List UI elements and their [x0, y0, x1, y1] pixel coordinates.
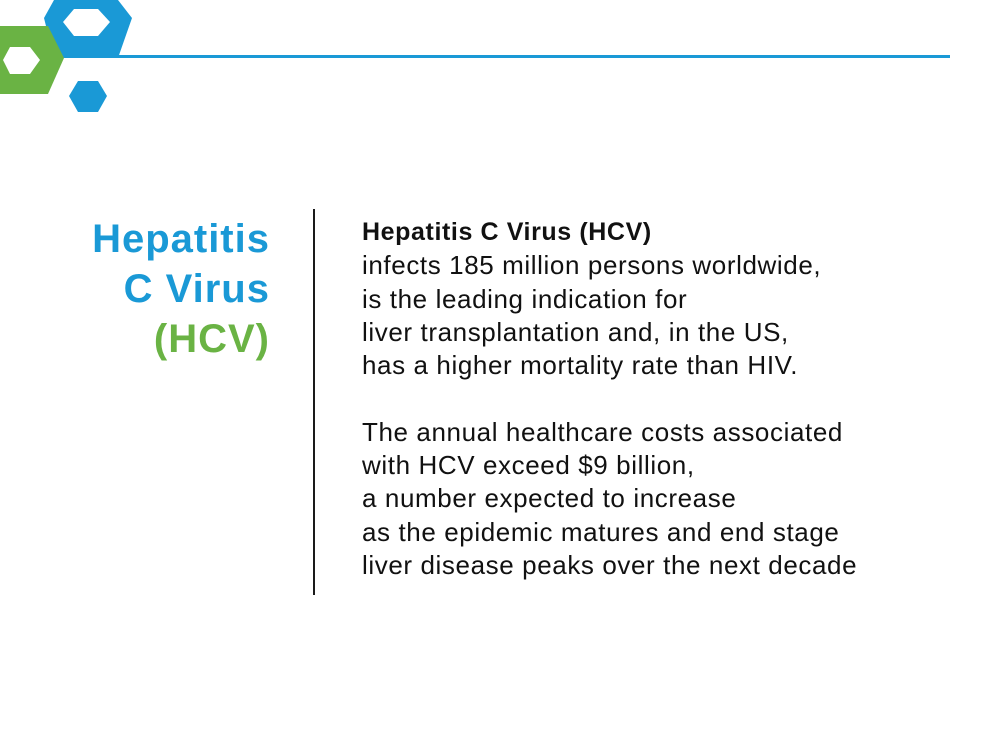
- body-line: has a higher mortality rate than HIV.: [362, 350, 799, 381]
- vertical-divider: [313, 209, 315, 595]
- hexagon-cluster-icon: [0, 0, 140, 120]
- body-line: as the epidemic matures and end stage: [362, 516, 840, 547]
- body-line: with HCV exceed $9 billion,: [362, 450, 695, 481]
- body-line: The annual healthcare costs associated: [362, 416, 843, 447]
- blue-hexagon-small: [69, 81, 107, 112]
- body-line: is the leading indication for: [362, 283, 688, 314]
- title-line-3: (HCV): [153, 317, 270, 361]
- body-line: a number expected to increase: [362, 483, 737, 514]
- title-line-1: Hepatitis: [92, 217, 270, 261]
- paragraph-gap: [362, 382, 962, 415]
- body-line: infects 185 million persons worldwide,: [362, 250, 822, 281]
- body-line: liver disease peaks over the next decade: [362, 549, 858, 580]
- slide-title: [40, 214, 270, 364]
- body-line: liver transplantation and, in the US,: [362, 316, 789, 347]
- body-text: [362, 216, 962, 582]
- header-rule: [100, 55, 950, 58]
- body-heading: Hepatitis C Virus (HCV): [362, 218, 652, 246]
- title-line-2: C Virus: [123, 267, 270, 311]
